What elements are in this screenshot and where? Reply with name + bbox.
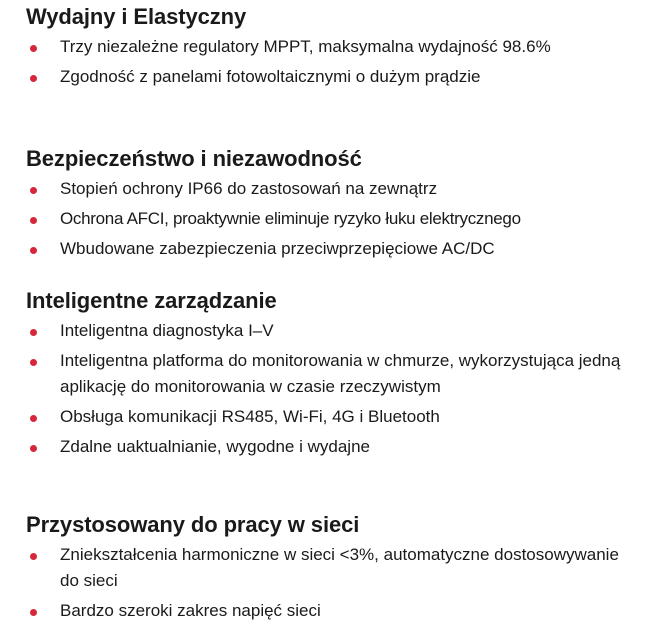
section-smart-management: [26, 288, 636, 464]
feature-list: [26, 318, 636, 460]
bullet-icon: [30, 445, 37, 452]
bullet-icon: [30, 75, 37, 82]
list-item: Inteligentna diagnostyka I–V: [26, 318, 636, 344]
bullet-icon: [30, 45, 37, 52]
list-item: Trzy niezależne regulatory MPPT, maksymalna wydajność 98.6%: [26, 34, 636, 60]
list-item: Wbudowane zabezpieczenia przeciwprzepięciowe AC/DC: [26, 236, 636, 262]
list-item: Inteligentna platforma do monitorowania w chmurze, wykorzystująca jedną aplikację do monitorowania w czasie rzeczywistym: [26, 348, 636, 400]
bullet-icon: [30, 187, 37, 194]
bullet-icon: [30, 359, 37, 366]
section-grid-friendly: [26, 512, 636, 628]
section-safety-reliability: [26, 146, 636, 266]
list-item: Zgodność z panelami fotowoltaicznymi o dużym prądzie: [26, 64, 636, 90]
bullet-icon: [30, 609, 37, 616]
list-item: Ochrona AFCI, proaktywnie eliminuje ryzyko łuku elektrycznego: [26, 206, 636, 232]
list-item: Bardzo szeroki zakres napięć sieci: [26, 598, 636, 624]
feature-list: [26, 34, 636, 90]
section-efficient-flexible: [26, 4, 636, 94]
bullet-icon: [30, 329, 37, 336]
section-heading: Wydajny i Elastyczny: [26, 4, 247, 29]
section-heading: Bezpieczeństwo i niezawodność: [26, 146, 362, 171]
section-heading: Inteligentne zarządzanie: [26, 288, 277, 313]
bullet-icon: [30, 217, 37, 224]
list-item: Stopień ochrony IP66 do zastosowań na zewnątrz: [26, 176, 636, 202]
bullet-icon: [30, 553, 37, 560]
bullet-icon: [30, 247, 37, 254]
bullet-icon: [30, 415, 37, 422]
list-item: Zniekształcenia harmoniczne w sieci <3%, automatyczne dostosowywanie do sieci: [26, 542, 636, 594]
feature-list: [26, 542, 636, 624]
list-item: Zdalne uaktualnianie, wygodne i wydajne: [26, 434, 636, 460]
section-heading: Przystosowany do pracy w sieci: [26, 512, 360, 537]
feature-list: [26, 176, 636, 262]
list-item: Obsługa komunikacji RS485, Wi-Fi, 4G i Bluetooth: [26, 404, 636, 430]
